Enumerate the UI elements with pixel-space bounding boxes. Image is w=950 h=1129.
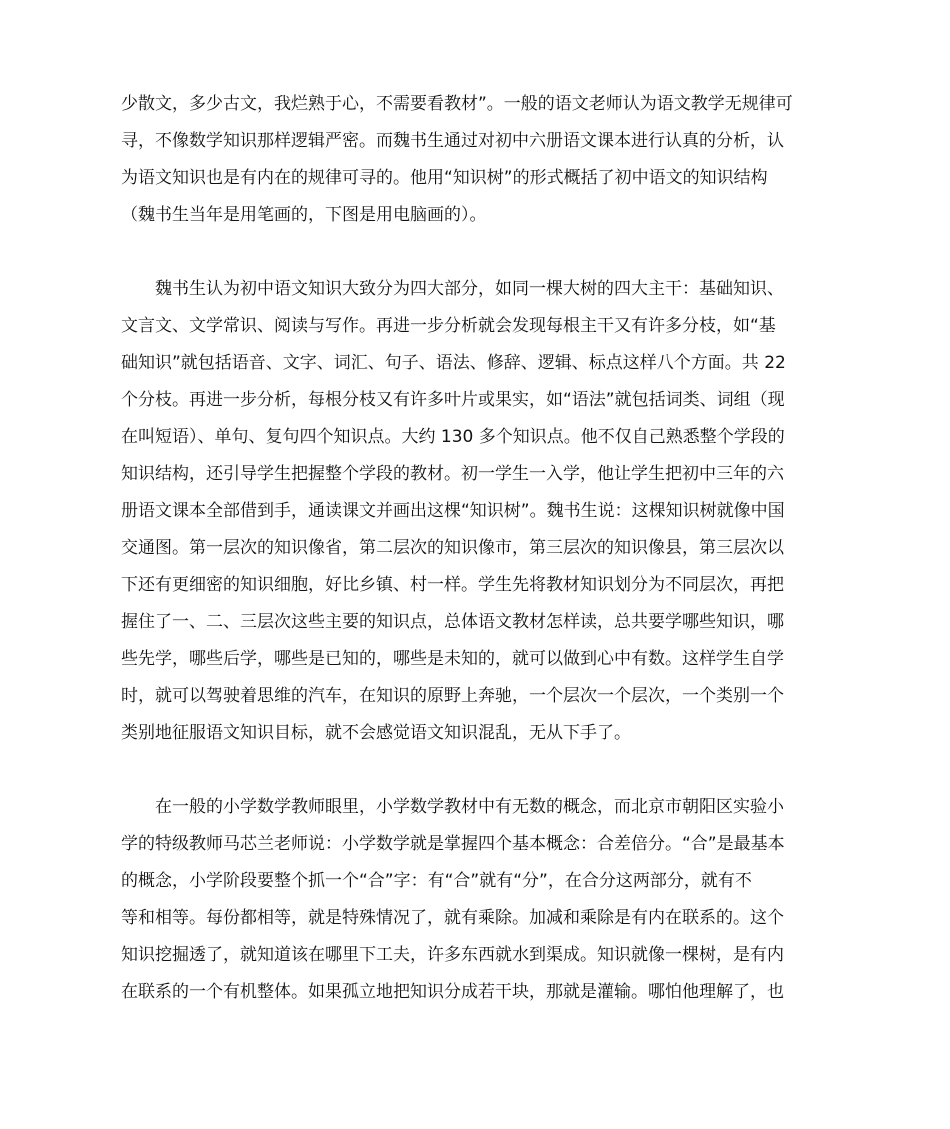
paragraph-line: 些先学，哪些后学，哪些是已知的，哪些是未知的，就可以做到心中有数。这样学生自学 xyxy=(121,649,784,669)
paragraph-line: 的概念，小学阶段要整个抓一个“合”字：有“合”就有“分”，在合分这两部分，就有不 xyxy=(121,871,752,891)
paragraph-line: 知识结构，还引导学生把握整个学段的教材。初一学生一入学，他让学生把初中三年的六 xyxy=(121,464,784,484)
paragraph-line: 交通图。第一层次的知识像省，第二层次的知识像市，第三层次的知识像县，第三层次以 xyxy=(121,538,784,558)
paragraph-line: 在一般的小学数学教师眼里，小学数学教材中有无数的概念，而北京市朝阳区实验小 xyxy=(155,797,784,817)
paragraph-line: 知识挖掘透了，就知道该在哪里下工夫，许多东西就水到渠成。知识就像一棵树，是有内 xyxy=(121,945,784,965)
paragraph-line: 册语文课本全部借到手，通读课文并画出这棵“知识树”。魏书生说：这棵知识树就像中国 xyxy=(121,501,785,521)
paragraph-line: 文言文、文学常识、阅读与写作。再进一步分析就会发现每根主干又有许多分枝，如“基 xyxy=(121,316,776,336)
paragraph-line: 在联系的一个有机整体。如果孤立地把知识分成若干块，那就是灌输。哪怕他理解了，也 xyxy=(121,982,784,1002)
paragraph-line: 少散文，多少古文，我烂熟于心，不需要看教材”。一般的语文老师认为语文教学无规律可 xyxy=(121,94,793,114)
paragraph-2 xyxy=(121,271,833,752)
paragraph-line: 等和相等。每份都相等，就是特殊情况了，就有乘除。加减和乘除是有内在联系的。这个 xyxy=(121,908,784,928)
paragraph-line: 个分枝。再进一步分析，每根分枝又有许多叶片或果实，如“语法”就包括词类、词组（现 xyxy=(121,390,785,410)
paragraph-line: （魏书生当年是用笔画的，下图是用电脑画的）。 xyxy=(121,205,487,225)
paragraph-line: 类别地征服语文知识目标，就不会感觉语文知识混乱，无从下手了。 xyxy=(121,723,631,743)
paragraph-line: 在叫短语）、单句、复句四个知识点。大约 130 多个知识点。他不仅自己熟悉整个学段的 xyxy=(121,427,785,447)
paragraph-spacer xyxy=(121,752,833,789)
paragraph-line: 础知识”就包括语音、文字、词汇、句子、语法、修辞、逻辑、标点这样八个方面。共 22 xyxy=(121,353,786,373)
paragraph-line: 握住了一、二、三层次这些主要的知识点，总体语文教材怎样读，总共要学哪些知识，哪 xyxy=(121,612,784,632)
paragraph-spacer xyxy=(121,234,833,271)
paragraph-line: 魏书生认为初中语文知识大致分为四大部分，如同一棵大树的四大主干：基础知识、 xyxy=(155,279,784,299)
paragraph-line: 学的特级教师马芯兰老师说：小学数学就是掌握四个基本概念：合差倍分。“合”是最基本 xyxy=(121,834,785,854)
paragraph-line: 下还有更细密的知识细胞，好比乡镇、村一样。学生先将教材知识划分为不同层次，再把 xyxy=(121,575,784,595)
paragraph-line: 寻，不像数学知识那样逻辑严密。而魏书生通过对初中六册语文课本进行认真的分析，认 xyxy=(121,131,784,151)
paragraph-line: 为语文知识也是有内在的规律可寻的。他用“知识树”的形式概括了初中语文的知识结构 xyxy=(121,168,768,188)
paragraph-1 xyxy=(121,86,833,234)
paragraph-3 xyxy=(121,789,833,1011)
paragraph-line: 时，就可以驾驶着思维的汽车，在知识的原野上奔驰，一个层次一个层次，一个类别一个 xyxy=(121,686,784,706)
document-page xyxy=(121,86,833,1011)
